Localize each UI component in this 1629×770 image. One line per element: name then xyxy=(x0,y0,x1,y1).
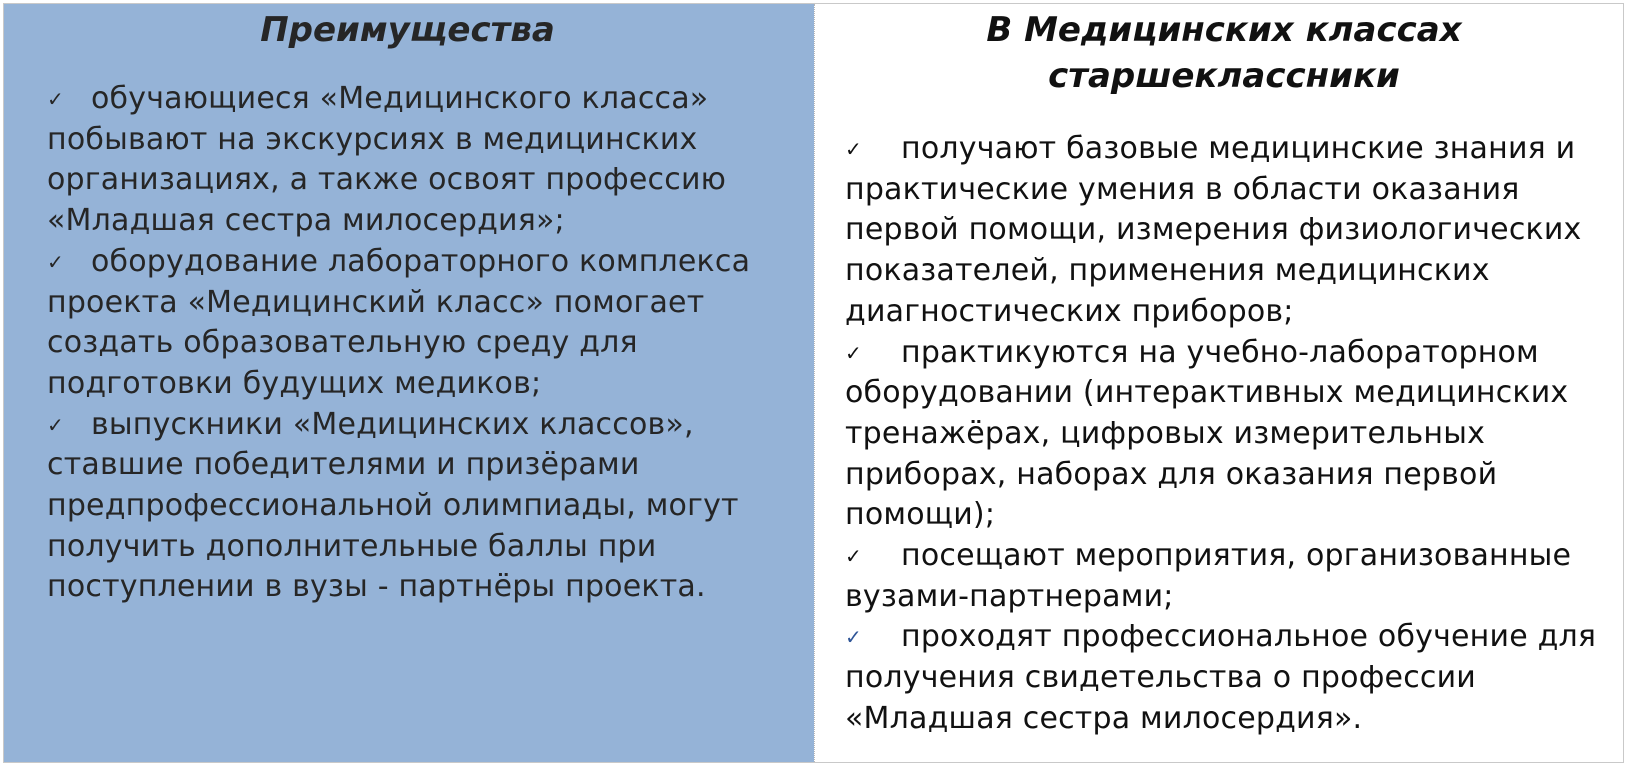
list-item xyxy=(845,617,1613,739)
list-item xyxy=(47,79,798,242)
students-heading: В Медицинских классах старшеклассники xyxy=(986,10,1462,96)
advantages-list xyxy=(47,79,798,608)
list-item xyxy=(845,333,1613,537)
list-item-text: обучающиеся «Медицинского класса» побывают на экскурсиях в медицинских организациях, а также освоят профессию «Младшая сестра милосердия»; xyxy=(47,81,727,239)
checkmark-icon: ✓ xyxy=(47,412,64,437)
checkmark-icon: ✓ xyxy=(845,544,862,569)
list-item xyxy=(845,129,1613,333)
list-item-text: практикуются на учебно-лабораторном оборудовании (интерактивных медицинских тренажёрах, цифровых измерительных приборах, наборах для оказания первой помощи); xyxy=(845,334,1569,533)
list-item-text: посещают мероприятия, организованные вузами-партнерами; xyxy=(845,538,1572,614)
list-item-text: оборудование лабораторного комплекса проекта «Медицинский класс» помогает создать образовательную среду для подготовки будущих медиков; xyxy=(47,243,751,401)
checkmark-icon: ✓ xyxy=(47,249,64,274)
checkmark-icon: ✓ xyxy=(845,137,862,161)
list-item-text: выпускники «Медицинских классов», ставшие победителями и призёрами предпрофессиональной олимпиады, могут получить дополнительные баллы при поступлении в вузы - партнёры проекта. xyxy=(47,406,739,605)
advantages-heading: Преимущества xyxy=(260,10,555,50)
checkmark-icon: ✓ xyxy=(845,340,862,365)
list-item xyxy=(47,242,798,405)
list-item xyxy=(47,405,798,609)
checkmark-icon: ✓ xyxy=(845,625,862,650)
students-column xyxy=(814,4,1623,762)
advantages-column xyxy=(4,4,814,762)
list-item-text: получают базовые медицинские знания и практические умения в области оказания первой помощи, измерения физиологических показателей, применения медицинских диагностических приборов; xyxy=(845,131,1582,329)
list-item-text: проходят профессиональное обучение для получения свидетельства о профессии «Младшая сестра милосердия». xyxy=(845,619,1597,736)
content-table xyxy=(3,3,1624,763)
checkmark-icon: ✓ xyxy=(47,87,64,111)
list-item xyxy=(845,536,1613,617)
students-list xyxy=(845,129,1613,740)
